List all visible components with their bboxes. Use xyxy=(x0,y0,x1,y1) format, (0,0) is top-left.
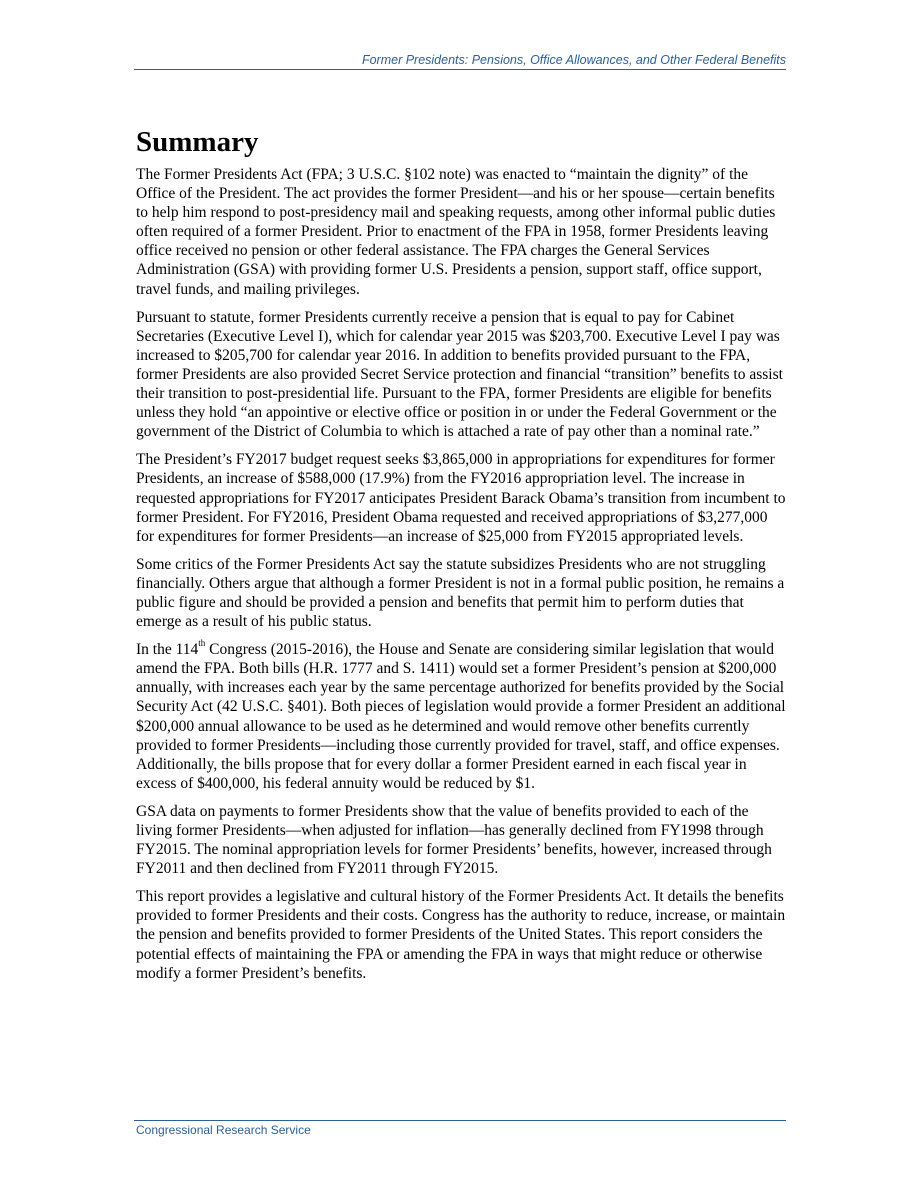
paragraph-gsa-data: GSA data on payments to former Presidents show that the value of benefits provided to each of the living former Presidents—when adjusted for inflation—has generally declined from FY1998 through FY2015. The nominal appropriation levels for former Presidents’ benefits, however, increased through FY2011 and then declined from FY2011 through FY2015. xyxy=(136,802,772,878)
legislation-text: Congress (2015-2016), the House and Senate are considering similar legislation that would amend the FPA. Both bills (H.R. 1777 and S. 1411) would set a former President’s pension at $200,000 annually, with increases each year by the same percentage authorized for benefits provided by the Social Security Act (42 U.S.C. §401). Both pieces of legislation would provide a former President an additional $200,000 annual allowance to be used as he determined and would remove other benefits currently provided to former Presidents—including those currently provided for travel, staff, and office expenses. Additionally, the bills propose that for every dollar a former President earned in each fiscal year in excess of $400,000, his federal annuity would be reduced by $1. xyxy=(136,641,786,792)
ordinal-suffix: th xyxy=(198,638,206,648)
legislation-lead: In the 114 xyxy=(136,641,199,659)
paragraph-budget-request: The President’s FY2017 budget request seeks $3,865,000 in appropriations for expenditures for former Presidents, an increase of $588,000 (17.9%) from the FY2016 appropriation level. The increase in requested appropriations for FY2017 anticipates President Barack Obama’s transition from incumbent to former President. For FY2016, President Obama requested and received appropriations of $3,277,000 for expenditures for former Presidents—an increase of $25,000 from FY2015 appropriated levels. xyxy=(136,451,786,545)
paragraph-report-scope: This report provides a legislative and cultural history of the Former Presidents Act. It details the benefits provided to former Presidents and their costs. Congress has the authority to reduce, increase, or maintain the pension and benefits provided to former Presidents of the United States. This report considers the potential effects of maintaining the FPA or amending the FPA in ways that might reduce or otherwise modify a former President’s benefits. xyxy=(136,888,786,982)
paragraph-critics: Some critics of the Former Presidents Act say the statute subsidizes Presidents who are not struggling financially. Others argue that although a former President is not in a formal public position, he remains a public figure and should be provided a pension and benefits that permit him to perform duties that emerge as a result of his public status. xyxy=(136,555,785,631)
paragraph-pension-details: Pursuant to statute, former Presidents currently receive a pension that is equal to pay for Cabinet Secretaries (Executive Level I), which for calendar year 2015 was $203,700. Executive Level I pay was increased to $205,700 for calendar year 2016. In addition to benefits provided pursuant to the FPA, former Presidents are also provided Secret Service protection and financial “transition” benefits to assist their transition to post-presidential life. Pursuant to the FPA, former Presidents are eligible for benefits unless they hold “an appointive or elective office or position in or under the Federal Government or the government of the District of Columbia to which is attached a rate of pay other than a nominal rate.” xyxy=(136,308,783,441)
header-divider xyxy=(134,69,786,70)
footer-divider xyxy=(134,1120,786,1121)
paragraph-legislation xyxy=(136,640,786,793)
running-footer: Congressional Research Service xyxy=(136,1123,311,1137)
running-header: Former Presidents: Pensions, Office Allowances, and Other Federal Benefits xyxy=(361,53,786,67)
document-body xyxy=(136,122,786,992)
page-title: Summary xyxy=(136,126,259,158)
paragraph-fpa-overview: The Former Presidents Act (FPA; 3 U.S.C. §102 note) was enacted to “maintain the dignity” of the Office of the President. The act provides the former President—and his or her spouse—certain benefits to help him respond to post-presidency mail and speaking requests, among other informal public duties often required of a former President. Prior to enactment of the FPA in 1958, former Presidents leaving office received no pension or other federal assistance. The FPA charges the General Services Administration (GSA) with providing former U.S. Presidents a pension, support staff, office support, travel funds, and mailing privileges. xyxy=(136,166,776,298)
